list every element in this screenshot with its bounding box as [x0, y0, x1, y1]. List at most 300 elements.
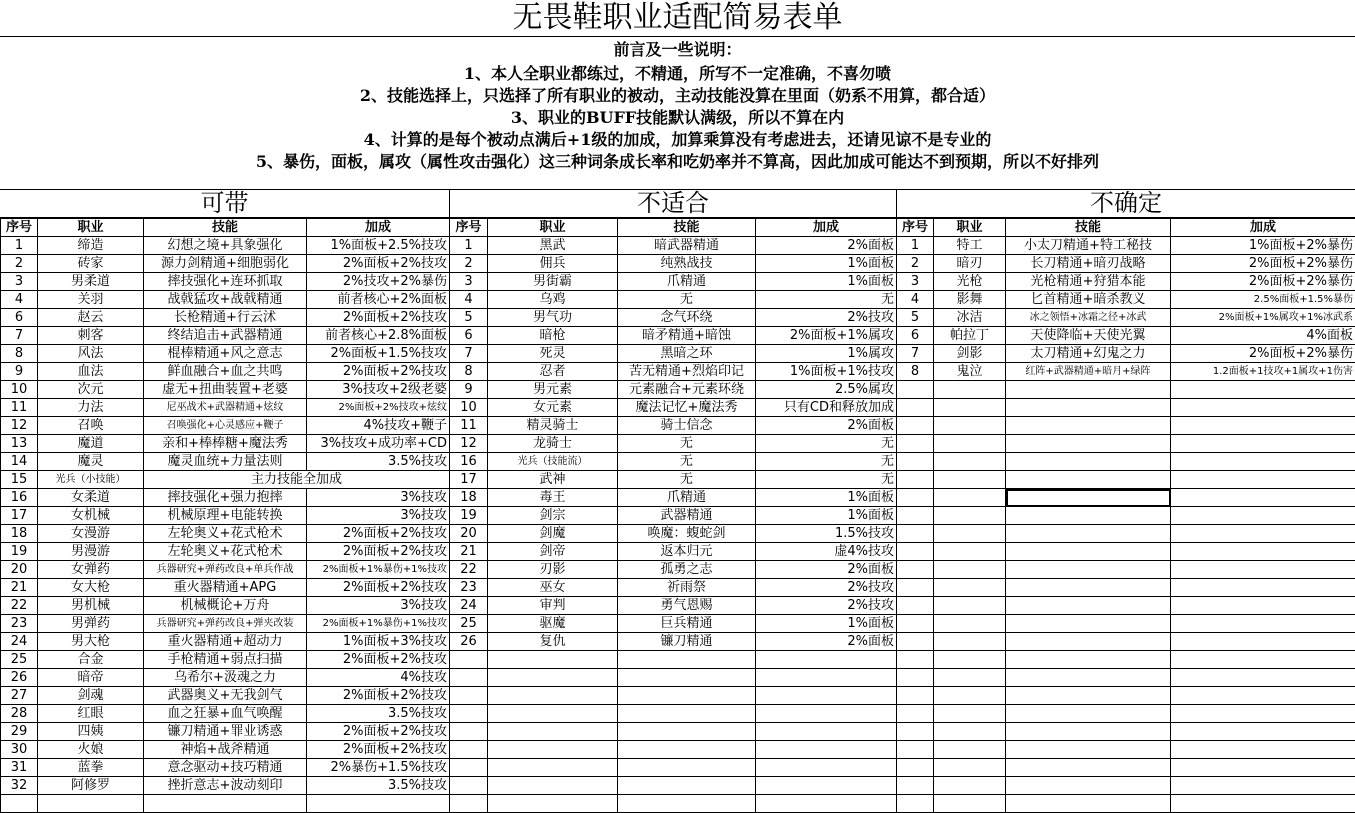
cell-skill[interactable]: 主力技能全加成: [144, 471, 450, 489]
cell-skill[interactable]: [618, 759, 756, 777]
cell-class[interactable]: [488, 651, 618, 669]
cell-class[interactable]: [934, 597, 1006, 615]
cell-bonus[interactable]: 2%技攻+2%暴伤: [307, 273, 450, 291]
cell-bonus[interactable]: 虚4%技攻: [756, 543, 897, 561]
cell-class[interactable]: [488, 669, 618, 687]
cell-skill[interactable]: [1006, 417, 1171, 435]
cell-skill[interactable]: [1006, 777, 1171, 795]
cell-skill[interactable]: 唤魔：蝮蛇剑: [618, 525, 756, 543]
cell-class[interactable]: 力法: [38, 399, 144, 417]
cell-bonus[interactable]: 2.5%面板+1.5%暴伤: [1171, 291, 1355, 309]
cell-skill[interactable]: [1006, 723, 1171, 741]
cell-class[interactable]: 武神: [488, 471, 618, 489]
cell-bonus[interactable]: [1171, 741, 1355, 759]
cell-bonus[interactable]: 3%技攻: [307, 507, 450, 525]
cell-skill[interactable]: [1006, 543, 1171, 561]
cell-index[interactable]: [450, 723, 488, 741]
cell-class[interactable]: [934, 543, 1006, 561]
cell-skill[interactable]: 手枪精通+弱点扫描: [144, 651, 307, 669]
cell-class[interactable]: 佣兵: [488, 255, 618, 273]
cell-bonus[interactable]: [1171, 579, 1355, 597]
cell-skill[interactable]: 巨兵精通: [618, 615, 756, 633]
cell-skill[interactable]: [144, 795, 307, 813]
cell-class[interactable]: 龙骑士: [488, 435, 618, 453]
cell-class[interactable]: 男漫游: [38, 543, 144, 561]
cell-skill[interactable]: [1006, 759, 1171, 777]
cell-class[interactable]: 光兵（小技能）: [38, 471, 144, 489]
cell-skill[interactable]: [1006, 561, 1171, 579]
cell-index[interactable]: [897, 435, 934, 453]
cell-bonus[interactable]: [1171, 669, 1355, 687]
cell-index[interactable]: 7: [1, 327, 38, 345]
cell-class[interactable]: 血法: [38, 363, 144, 381]
cell-class[interactable]: 刺客: [38, 327, 144, 345]
cell-index[interactable]: 11: [1, 399, 38, 417]
cell-class[interactable]: 风法: [38, 345, 144, 363]
cell-index[interactable]: [897, 777, 934, 795]
cell-skill[interactable]: 幻想之境+具象强化: [144, 237, 307, 255]
cell-class[interactable]: [934, 453, 1006, 471]
cell-bonus[interactable]: 只有CD和释放加成: [756, 399, 897, 417]
cell-bonus[interactable]: 2%面板+2%技攻: [307, 309, 450, 327]
cell-bonus[interactable]: 2%面板+2%技攻: [307, 363, 450, 381]
cell-index[interactable]: [450, 669, 488, 687]
cell-bonus[interactable]: 2%面板: [756, 237, 897, 255]
cell-skill[interactable]: [1006, 471, 1171, 489]
cell-skill[interactable]: 骑士信念: [618, 417, 756, 435]
cell-bonus[interactable]: 2%面板+2%技攻: [307, 687, 450, 705]
cell-index[interactable]: 2: [897, 255, 934, 273]
cell-bonus[interactable]: 2%技攻: [756, 309, 897, 327]
cell-bonus[interactable]: 3.5%技攻: [307, 453, 450, 471]
cell-bonus[interactable]: [1171, 417, 1355, 435]
cell-bonus[interactable]: 无: [756, 471, 897, 489]
cell-class[interactable]: 合金: [38, 651, 144, 669]
cell-bonus[interactable]: [1171, 525, 1355, 543]
cell-class[interactable]: 鬼泣: [934, 363, 1006, 381]
cell-index[interactable]: [897, 399, 934, 417]
cell-class[interactable]: 缔造: [38, 237, 144, 255]
cell-class[interactable]: 暗刃: [934, 255, 1006, 273]
cell-skill[interactable]: 武器精通: [618, 507, 756, 525]
cell-bonus[interactable]: 4%技攻: [307, 669, 450, 687]
cell-bonus[interactable]: 1%面板: [756, 489, 897, 507]
cell-index[interactable]: 3: [1, 273, 38, 291]
cell-skill[interactable]: 兵器研究+弹药改良+单兵作战: [144, 561, 307, 579]
cell-index[interactable]: 1: [1, 237, 38, 255]
cell-skill[interactable]: 挫折意志+波动刻印: [144, 777, 307, 795]
cell-index[interactable]: 14: [1, 453, 38, 471]
cell-bonus[interactable]: 1%面板+2.5%技攻: [307, 237, 450, 255]
cell-bonus[interactable]: 1%面板: [756, 615, 897, 633]
cell-class[interactable]: 女弹药: [38, 561, 144, 579]
cell-index[interactable]: 30: [1, 741, 38, 759]
cell-class[interactable]: [934, 381, 1006, 399]
cell-skill[interactable]: 光枪精通+狩猎本能: [1006, 273, 1171, 291]
cell-skill[interactable]: 兵器研究+弹药改良+弹夹改装: [144, 615, 307, 633]
cell-class[interactable]: 光兵（技能流）: [488, 453, 618, 471]
cell-class[interactable]: 阿修罗: [38, 777, 144, 795]
cell-class[interactable]: 男大枪: [38, 633, 144, 651]
cell-skill[interactable]: 重火器精通+超动力: [144, 633, 307, 651]
cell-skill[interactable]: [1006, 651, 1171, 669]
cell-index[interactable]: [450, 651, 488, 669]
cell-index[interactable]: 8: [450, 363, 488, 381]
cell-index[interactable]: 2: [450, 255, 488, 273]
cell-index[interactable]: [897, 471, 934, 489]
cell-index[interactable]: 9: [1, 363, 38, 381]
cell-index[interactable]: 5: [897, 309, 934, 327]
cell-class[interactable]: 男弹药: [38, 615, 144, 633]
cell-class[interactable]: 审判: [488, 597, 618, 615]
cell-class[interactable]: [934, 651, 1006, 669]
cell-bonus[interactable]: [1171, 561, 1355, 579]
cell-bonus[interactable]: 1%面板+3%技攻: [307, 633, 450, 651]
cell-bonus[interactable]: [756, 759, 897, 777]
cell-index[interactable]: 20: [450, 525, 488, 543]
cell-bonus[interactable]: 2%技攻: [756, 597, 897, 615]
cell-index[interactable]: [897, 615, 934, 633]
cell-index[interactable]: 26: [450, 633, 488, 651]
cell-index[interactable]: 17: [1, 507, 38, 525]
cell-bonus[interactable]: [1171, 723, 1355, 741]
cell-skill[interactable]: [1006, 399, 1171, 417]
cell-index[interactable]: [897, 705, 934, 723]
cell-skill[interactable]: 机械原理+电能转换: [144, 507, 307, 525]
cell-skill[interactable]: 棍棒精通+风之意志: [144, 345, 307, 363]
cell-index[interactable]: 21: [1, 579, 38, 597]
cell-skill[interactable]: 召唤强化+心灵感应+鞭子: [144, 417, 307, 435]
cell-index[interactable]: 17: [450, 471, 488, 489]
cell-bonus[interactable]: 2%面板+2%技攻+炫纹: [307, 399, 450, 417]
cell-skill[interactable]: 冰之领悟+冰霜之径+冰武: [1006, 309, 1171, 327]
cell-index[interactable]: 23: [1, 615, 38, 633]
cell-class[interactable]: 特工: [934, 237, 1006, 255]
cell-index[interactable]: [897, 633, 934, 651]
cell-bonus[interactable]: 无: [756, 453, 897, 471]
cell-bonus[interactable]: 2%暴伤+1.5%技攻: [307, 759, 450, 777]
cell-bonus[interactable]: 3%技攻: [307, 597, 450, 615]
cell-skill[interactable]: 匕首精通+暗杀教义: [1006, 291, 1171, 309]
cell-class[interactable]: 蓝拳: [38, 759, 144, 777]
cell-class[interactable]: 复仇: [488, 633, 618, 651]
cell-class[interactable]: 女大枪: [38, 579, 144, 597]
cell-class[interactable]: 黑武: [488, 237, 618, 255]
cell-bonus[interactable]: [1171, 435, 1355, 453]
cell-index[interactable]: [897, 381, 934, 399]
cell-bonus[interactable]: 2%面板+1.5%技攻: [307, 345, 450, 363]
cell-class[interactable]: 忍者: [488, 363, 618, 381]
cell-skill[interactable]: [618, 651, 756, 669]
cell-index[interactable]: [897, 417, 934, 435]
cell-bonus[interactable]: [756, 669, 897, 687]
cell-index[interactable]: [450, 795, 488, 813]
cell-index[interactable]: 9: [450, 381, 488, 399]
cell-skill[interactable]: 太刀精通+幻鬼之力: [1006, 345, 1171, 363]
cell-index[interactable]: 19: [1, 543, 38, 561]
cell-skill[interactable]: 鲜血融合+血之共鸣: [144, 363, 307, 381]
cell-class[interactable]: 剑魔: [488, 525, 618, 543]
cell-index[interactable]: [897, 651, 934, 669]
cell-index[interactable]: 22: [1, 597, 38, 615]
cell-index[interactable]: 23: [450, 579, 488, 597]
cell-bonus[interactable]: 2%面板+2%技攻: [307, 579, 450, 597]
cell-index[interactable]: [897, 507, 934, 525]
cell-skill[interactable]: 爪精通: [618, 273, 756, 291]
cell-skill[interactable]: 武器奥义+无我剑气: [144, 687, 307, 705]
cell-class[interactable]: 毒王: [488, 489, 618, 507]
cell-index[interactable]: 28: [1, 705, 38, 723]
cell-skill[interactable]: [618, 723, 756, 741]
cell-bonus[interactable]: [1171, 489, 1355, 507]
cell-skill[interactable]: 机械概论+万舟: [144, 597, 307, 615]
cell-class[interactable]: 精灵骑士: [488, 417, 618, 435]
cell-index[interactable]: 15: [1, 471, 38, 489]
cell-class[interactable]: 乌鸡: [488, 291, 618, 309]
cell-class[interactable]: 魔灵: [38, 453, 144, 471]
cell-index[interactable]: 24: [1, 633, 38, 651]
cell-bonus[interactable]: [756, 777, 897, 795]
cell-index[interactable]: [897, 525, 934, 543]
cell-bonus[interactable]: 3%技攻+2级老婆: [307, 381, 450, 399]
cell-skill[interactable]: 意念驱动+技巧精通: [144, 759, 307, 777]
cell-skill[interactable]: 长枪精通+行云沭: [144, 309, 307, 327]
cell-class[interactable]: 女柔道: [38, 489, 144, 507]
cell-index[interactable]: [897, 687, 934, 705]
cell-bonus[interactable]: [1171, 399, 1355, 417]
cell-skill[interactable]: 摔技强化+强力抱摔: [144, 489, 307, 507]
cell-class[interactable]: [934, 525, 1006, 543]
cell-class[interactable]: 剑宗: [488, 507, 618, 525]
cell-index[interactable]: [450, 705, 488, 723]
cell-skill[interactable]: [618, 705, 756, 723]
cell-index[interactable]: 7: [450, 345, 488, 363]
cell-bonus[interactable]: [1171, 687, 1355, 705]
cell-class[interactable]: [934, 795, 1006, 813]
cell-index[interactable]: [897, 579, 934, 597]
cell-skill[interactable]: 元素融合+元素环绕: [618, 381, 756, 399]
cell-index[interactable]: 18: [450, 489, 488, 507]
cell-bonus[interactable]: 4%技攻+鞭子: [307, 417, 450, 435]
cell-index[interactable]: 29: [1, 723, 38, 741]
cell-index[interactable]: 8: [897, 363, 934, 381]
cell-skill[interactable]: 爪精通: [618, 489, 756, 507]
cell-class[interactable]: 帕拉丁: [934, 327, 1006, 345]
cell-skill[interactable]: [618, 669, 756, 687]
cell-skill[interactable]: [1006, 579, 1171, 597]
cell-index[interactable]: 18: [1, 525, 38, 543]
cell-class[interactable]: 女机械: [38, 507, 144, 525]
cell-bonus[interactable]: 2%面板+2%技攻: [307, 525, 450, 543]
cell-class[interactable]: 光枪: [934, 273, 1006, 291]
cell-bonus[interactable]: 2%面板: [756, 633, 897, 651]
cell-class[interactable]: [38, 795, 144, 813]
cell-skill[interactable]: [618, 687, 756, 705]
cell-index[interactable]: 10: [1, 381, 38, 399]
cell-skill[interactable]: 返本归元: [618, 543, 756, 561]
cell-skill[interactable]: [1006, 633, 1171, 651]
cell-bonus[interactable]: [1171, 453, 1355, 471]
cell-class[interactable]: [934, 615, 1006, 633]
cell-bonus[interactable]: [1171, 651, 1355, 669]
cell-skill[interactable]: [1006, 795, 1171, 813]
cell-class[interactable]: 男街霸: [488, 273, 618, 291]
cell-bonus[interactable]: 2%面板+2%技攻: [307, 651, 450, 669]
cell-class[interactable]: [934, 561, 1006, 579]
cell-class[interactable]: 召唤: [38, 417, 144, 435]
cell-bonus[interactable]: 无: [756, 291, 897, 309]
cell-skill[interactable]: 天使降临+天使光翼: [1006, 327, 1171, 345]
cell-index[interactable]: 13: [1, 435, 38, 453]
cell-class[interactable]: 砖家: [38, 255, 144, 273]
cell-skill[interactable]: 重火器精通+APG: [144, 579, 307, 597]
cell-class[interactable]: [934, 741, 1006, 759]
cell-class[interactable]: [488, 687, 618, 705]
cell-index[interactable]: [897, 795, 934, 813]
cell-bonus[interactable]: 无: [756, 435, 897, 453]
cell-class[interactable]: 女漫游: [38, 525, 144, 543]
cell-index[interactable]: 5: [450, 309, 488, 327]
cell-class[interactable]: [488, 777, 618, 795]
cell-bonus[interactable]: 3.5%技攻: [307, 705, 450, 723]
cell-bonus[interactable]: 前者核心+2.8%面板: [307, 327, 450, 345]
cell-class[interactable]: 驱魔: [488, 615, 618, 633]
cell-skill[interactable]: 镰刀精通: [618, 633, 756, 651]
cell-index[interactable]: 6: [450, 327, 488, 345]
cell-class[interactable]: 男元素: [488, 381, 618, 399]
cell-class[interactable]: [934, 399, 1006, 417]
cell-bonus[interactable]: [756, 741, 897, 759]
cell-skill[interactable]: 暗矛精通+暗蚀: [618, 327, 756, 345]
cell-index[interactable]: 16: [450, 453, 488, 471]
cell-bonus[interactable]: 2%面板+2%暴伤: [1171, 255, 1355, 273]
cell-index[interactable]: [897, 561, 934, 579]
cell-class[interactable]: 剑魂: [38, 687, 144, 705]
cell-bonus[interactable]: 1%面板: [756, 507, 897, 525]
cell-index[interactable]: 25: [450, 615, 488, 633]
cell-skill[interactable]: 无: [618, 471, 756, 489]
cell-skill[interactable]: 亲和+棒棒糖+魔法秀: [144, 435, 307, 453]
cell-skill[interactable]: 终结追击+武器精通: [144, 327, 307, 345]
cell-skill[interactable]: 苦无精通+烈焰印记: [618, 363, 756, 381]
cell-bonus[interactable]: [756, 795, 897, 813]
cell-bonus[interactable]: 2%面板+2%技攻: [307, 741, 450, 759]
cell-index[interactable]: 3: [450, 273, 488, 291]
cell-class[interactable]: 魔道: [38, 435, 144, 453]
cell-bonus[interactable]: 2.5%属攻: [756, 381, 897, 399]
cell-index[interactable]: 7: [897, 345, 934, 363]
cell-class[interactable]: [488, 795, 618, 813]
cell-skill[interactable]: [618, 777, 756, 795]
cell-bonus[interactable]: 1%面板+1%技攻: [756, 363, 897, 381]
cell-index[interactable]: [897, 669, 934, 687]
cell-index[interactable]: 24: [450, 597, 488, 615]
cell-skill[interactable]: 孤勇之志: [618, 561, 756, 579]
cell-skill[interactable]: 左轮奥义+花式枪术: [144, 543, 307, 561]
cell-class[interactable]: 男柔道: [38, 273, 144, 291]
cell-bonus[interactable]: [756, 651, 897, 669]
cell-index[interactable]: 1: [897, 237, 934, 255]
cell-class[interactable]: [934, 435, 1006, 453]
cell-skill[interactable]: 神焰+战斧精通: [144, 741, 307, 759]
cell-index[interactable]: 12: [1, 417, 38, 435]
cell-index[interactable]: 25: [1, 651, 38, 669]
cell-skill[interactable]: [1006, 453, 1171, 471]
cell-index[interactable]: [897, 453, 934, 471]
cell-index[interactable]: 20: [1, 561, 38, 579]
cell-bonus[interactable]: 2%面板+2%暴伤: [1171, 345, 1355, 363]
cell-index[interactable]: 10: [450, 399, 488, 417]
cell-bonus[interactable]: 1%面板: [756, 255, 897, 273]
cell-skill[interactable]: 源力剑精通+细胞弱化: [144, 255, 307, 273]
cell-index[interactable]: 26: [1, 669, 38, 687]
cell-skill[interactable]: 红阵+武器精通+暗月+绿阵: [1006, 363, 1171, 381]
cell-bonus[interactable]: 4%面板: [1171, 327, 1355, 345]
cell-class[interactable]: [934, 507, 1006, 525]
cell-index[interactable]: [897, 597, 934, 615]
cell-bonus[interactable]: [1171, 507, 1355, 525]
cell-bonus[interactable]: 1%属攻: [756, 345, 897, 363]
cell-bonus[interactable]: 2%面板+2%技攻: [307, 543, 450, 561]
cell-skill[interactable]: 无: [618, 291, 756, 309]
cell-index[interactable]: 12: [450, 435, 488, 453]
cell-class[interactable]: [934, 489, 1006, 507]
cell-skill[interactable]: [1006, 435, 1171, 453]
cell-index[interactable]: 4: [1, 291, 38, 309]
cell-bonus[interactable]: 2%技攻: [756, 579, 897, 597]
cell-class[interactable]: [934, 579, 1006, 597]
cell-skill[interactable]: 战戟猛攻+战戟精通: [144, 291, 307, 309]
cell-index[interactable]: [1, 795, 38, 813]
cell-class[interactable]: 赵云: [38, 309, 144, 327]
cell-bonus[interactable]: [1171, 597, 1355, 615]
cell-skill[interactable]: [1006, 687, 1171, 705]
cell-skill[interactable]: 无: [618, 435, 756, 453]
cell-bonus[interactable]: 2%面板+2%技攻: [307, 723, 450, 741]
cell-bonus[interactable]: [756, 687, 897, 705]
cell-bonus[interactable]: 2%面板+2%技攻: [307, 255, 450, 273]
cell-class[interactable]: [488, 723, 618, 741]
cell-bonus[interactable]: 前者核心+2%面板: [307, 291, 450, 309]
cell-bonus[interactable]: 2%面板+1%属攻: [756, 327, 897, 345]
cell-index[interactable]: [897, 489, 934, 507]
cell-index[interactable]: [897, 723, 934, 741]
cell-index[interactable]: 31: [1, 759, 38, 777]
cell-index[interactable]: 6: [1, 309, 38, 327]
cell-bonus[interactable]: 2%面板+1%属攻+1%冰武系: [1171, 309, 1355, 327]
cell-bonus[interactable]: 2%面板+2%暴伤: [1171, 273, 1355, 291]
cell-class[interactable]: 红眼: [38, 705, 144, 723]
cell-class[interactable]: 次元: [38, 381, 144, 399]
cell-index[interactable]: 32: [1, 777, 38, 795]
cell-skill[interactable]: 纯熟战技: [618, 255, 756, 273]
cell-skill[interactable]: [1006, 525, 1171, 543]
cell-bonus[interactable]: 1.5%技攻: [756, 525, 897, 543]
cell-bonus[interactable]: [756, 705, 897, 723]
cell-index[interactable]: 3: [897, 273, 934, 291]
cell-skill[interactable]: 魔法记忆+魔法秀: [618, 399, 756, 417]
cell-class[interactable]: 暗帝: [38, 669, 144, 687]
cell-skill[interactable]: 无: [618, 453, 756, 471]
cell-bonus[interactable]: [307, 795, 450, 813]
cell-class[interactable]: 女元素: [488, 399, 618, 417]
cell-class[interactable]: [934, 669, 1006, 687]
cell-skill[interactable]: [1006, 705, 1171, 723]
cell-skill[interactable]: 尼巫战术+武器精通+炫纹: [144, 399, 307, 417]
cell-bonus[interactable]: [756, 723, 897, 741]
cell-bonus[interactable]: 3.5%技攻: [307, 777, 450, 795]
cell-skill[interactable]: 血之狂暴+血气唤醒: [144, 705, 307, 723]
